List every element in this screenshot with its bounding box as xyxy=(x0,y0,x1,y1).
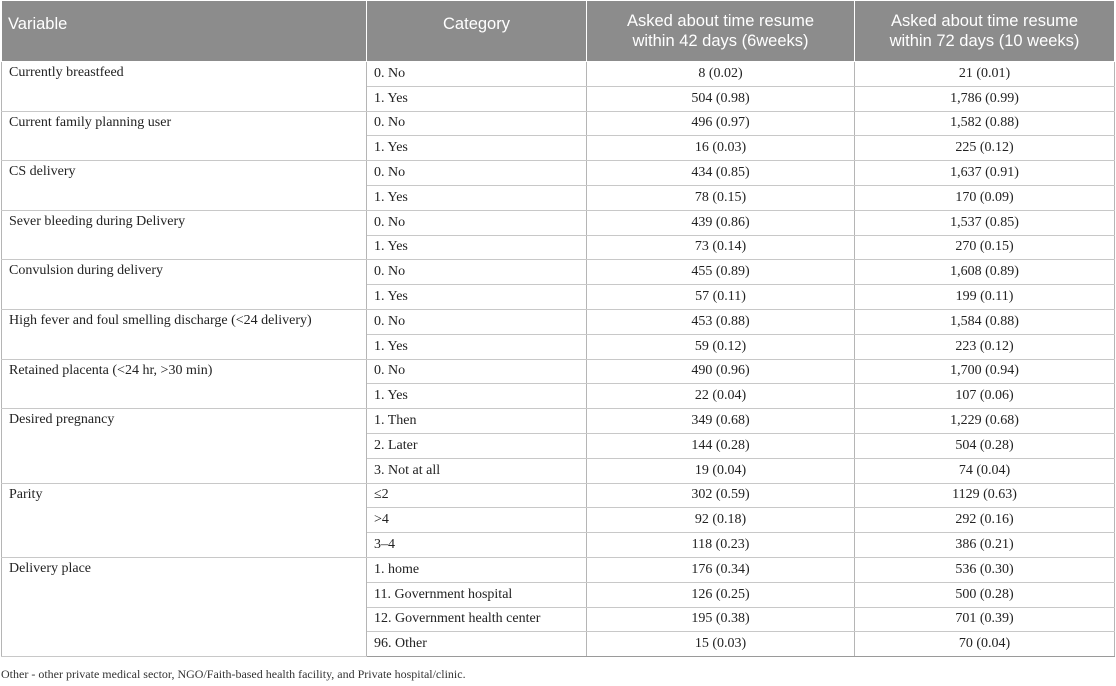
value-42-days-cell: 144 (0.28) xyxy=(587,433,855,458)
value-72-days-cell: 1,584 (0.88) xyxy=(855,309,1115,334)
variable-cell: High fever and foul smelling discharge (<24 delivery) xyxy=(2,309,367,359)
value-42-days-cell: 439 (0.86) xyxy=(587,210,855,235)
table-row xyxy=(2,557,1115,582)
category-cell: ≤2 xyxy=(367,483,587,508)
value-42-days-cell: 302 (0.59) xyxy=(587,483,855,508)
category-cell: 1. Yes xyxy=(367,334,587,359)
header-42-days xyxy=(587,1,855,62)
table-row xyxy=(2,483,1115,508)
table-row xyxy=(2,161,1115,186)
value-42-days-cell: 434 (0.85) xyxy=(587,161,855,186)
value-72-days-cell: 500 (0.28) xyxy=(855,582,1115,607)
data-table xyxy=(1,0,1115,657)
table-row xyxy=(2,260,1115,285)
value-72-days-cell: 1,608 (0.89) xyxy=(855,260,1115,285)
value-42-days-cell: 15 (0.03) xyxy=(587,632,855,657)
header-72-days xyxy=(855,1,1115,62)
header-72-days-line2: within 72 days (10 weeks) xyxy=(889,32,1080,50)
value-42-days-cell: 490 (0.96) xyxy=(587,359,855,384)
value-72-days-cell: 1,786 (0.99) xyxy=(855,86,1115,111)
table-body xyxy=(2,62,1115,657)
category-cell: 0. No xyxy=(367,62,587,87)
value-72-days-cell: 292 (0.16) xyxy=(855,508,1115,533)
value-72-days-cell: 1,637 (0.91) xyxy=(855,161,1115,186)
value-72-days-cell: 223 (0.12) xyxy=(855,334,1115,359)
value-42-days-cell: 16 (0.03) xyxy=(587,136,855,161)
category-cell: 1. Yes xyxy=(367,235,587,260)
value-72-days-cell: 21 (0.01) xyxy=(855,62,1115,87)
value-42-days-cell: 78 (0.15) xyxy=(587,185,855,210)
value-72-days-cell: 1,700 (0.94) xyxy=(855,359,1115,384)
table-row xyxy=(2,409,1115,434)
header-72-days-line1: Asked about time resume xyxy=(890,12,1079,30)
value-42-days-cell: 176 (0.34) xyxy=(587,557,855,582)
value-72-days-cell: 270 (0.15) xyxy=(855,235,1115,260)
header-category: Category xyxy=(367,1,587,62)
table-footnote: Other - other private medical sector, NGO/Faith-based health facility, and Private hospital/clinic. xyxy=(1,667,466,681)
value-42-days-cell: 118 (0.23) xyxy=(587,533,855,558)
value-72-days-cell: 199 (0.11) xyxy=(855,285,1115,310)
category-cell: 2. Later xyxy=(367,433,587,458)
value-72-days-cell: 1,537 (0.85) xyxy=(855,210,1115,235)
category-cell: 1. Yes xyxy=(367,86,587,111)
value-42-days-cell: 8 (0.02) xyxy=(587,62,855,87)
category-cell: 0. No xyxy=(367,210,587,235)
value-42-days-cell: 126 (0.25) xyxy=(587,582,855,607)
category-cell: 0. No xyxy=(367,161,587,186)
table-row xyxy=(2,62,1115,87)
variable-cell: Desired pregnancy xyxy=(2,409,367,483)
value-72-days-cell: 536 (0.30) xyxy=(855,557,1115,582)
value-72-days-cell: 386 (0.21) xyxy=(855,533,1115,558)
value-72-days-cell: 1129 (0.63) xyxy=(855,483,1115,508)
value-72-days-cell: 1,229 (0.68) xyxy=(855,409,1115,434)
value-72-days-cell: 107 (0.06) xyxy=(855,384,1115,409)
table-header xyxy=(2,1,1115,62)
variable-cell: Parity xyxy=(2,483,367,557)
value-72-days-cell: 701 (0.39) xyxy=(855,607,1115,632)
value-42-days-cell: 455 (0.89) xyxy=(587,260,855,285)
category-cell: 0. No xyxy=(367,359,587,384)
table-row xyxy=(2,309,1115,334)
variable-cell: Convulsion during delivery xyxy=(2,260,367,310)
value-72-days-cell: 504 (0.28) xyxy=(855,433,1115,458)
value-42-days-cell: 57 (0.11) xyxy=(587,285,855,310)
value-42-days-cell: 195 (0.38) xyxy=(587,607,855,632)
variable-cell: Current family planning user xyxy=(2,111,367,161)
variable-cell: Retained placenta (<24 hr, >30 min) xyxy=(2,359,367,409)
header-42-days-line1: Asked about time resume xyxy=(626,12,815,30)
table-row xyxy=(2,111,1115,136)
category-cell: 1. Then xyxy=(367,409,587,434)
value-42-days-cell: 504 (0.98) xyxy=(587,86,855,111)
category-cell: 96. Other xyxy=(367,632,587,657)
category-cell: 1. Yes xyxy=(367,136,587,161)
variable-cell: Currently breastfeed xyxy=(2,62,367,112)
value-42-days-cell: 453 (0.88) xyxy=(587,309,855,334)
header-row xyxy=(2,1,1115,62)
category-cell: 3. Not at all xyxy=(367,458,587,483)
value-42-days-cell: 22 (0.04) xyxy=(587,384,855,409)
value-42-days-cell: 59 (0.12) xyxy=(587,334,855,359)
value-42-days-cell: 92 (0.18) xyxy=(587,508,855,533)
category-cell: 11. Government hospital xyxy=(367,582,587,607)
variable-cell: Sever bleeding during Delivery xyxy=(2,210,367,260)
value-72-days-cell: 225 (0.12) xyxy=(855,136,1115,161)
header-42-days-line2: within 42 days (6weeks) xyxy=(632,32,809,50)
variable-cell: CS delivery xyxy=(2,161,367,211)
variable-cell: Delivery place xyxy=(2,557,367,656)
value-42-days-cell: 19 (0.04) xyxy=(587,458,855,483)
category-cell: 3–4 xyxy=(367,533,587,558)
value-42-days-cell: 73 (0.14) xyxy=(587,235,855,260)
table-row xyxy=(2,359,1115,384)
category-cell: 0. No xyxy=(367,111,587,136)
value-72-days-cell: 1,582 (0.88) xyxy=(855,111,1115,136)
table-row xyxy=(2,210,1115,235)
category-cell: >4 xyxy=(367,508,587,533)
category-cell: 1. Yes xyxy=(367,384,587,409)
category-cell: 0. No xyxy=(367,309,587,334)
value-42-days-cell: 349 (0.68) xyxy=(587,409,855,434)
value-72-days-cell: 70 (0.04) xyxy=(855,632,1115,657)
value-72-days-cell: 74 (0.04) xyxy=(855,458,1115,483)
category-cell: 1. home xyxy=(367,557,587,582)
value-42-days-cell: 496 (0.97) xyxy=(587,111,855,136)
category-cell: 0. No xyxy=(367,260,587,285)
value-72-days-cell: 170 (0.09) xyxy=(855,185,1115,210)
header-variable: Variable xyxy=(2,1,367,62)
category-cell: 12. Government health center xyxy=(367,607,587,632)
category-cell: 1. Yes xyxy=(367,285,587,310)
category-cell: 1. Yes xyxy=(367,185,587,210)
